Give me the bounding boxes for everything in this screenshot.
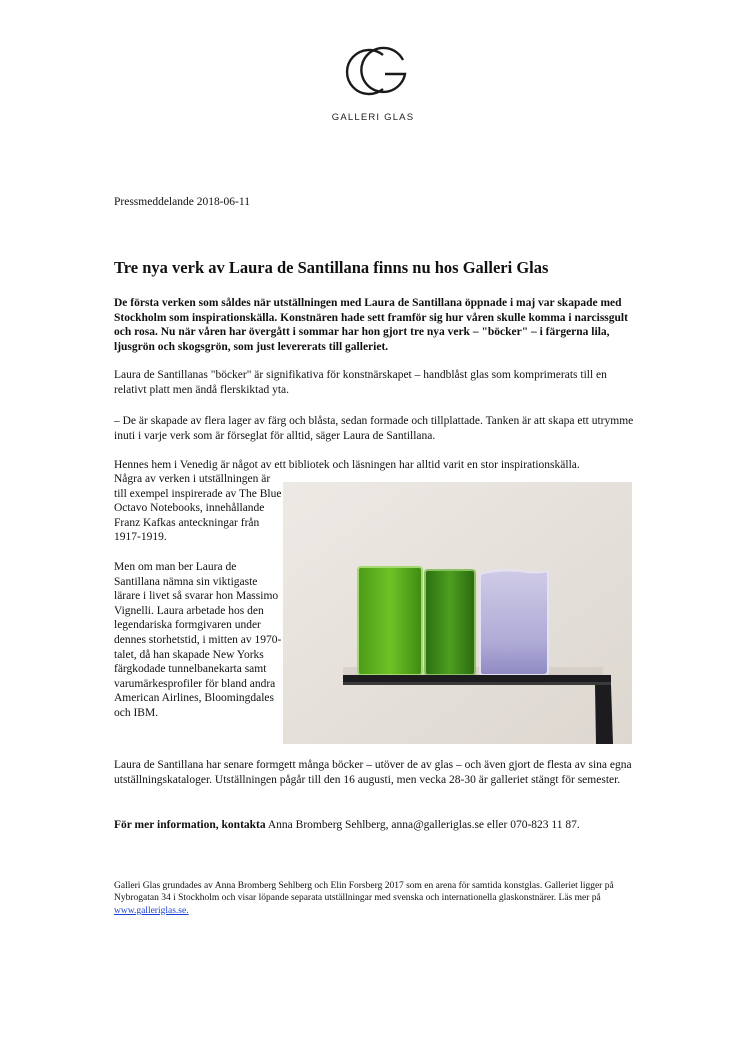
paragraph-kafka: Några av verken i utställningen är till exempel inspirerade av The Blue Octavo Notebooks, innehållande Franz Kafkas anteckningar från 1917-1919. (114, 473, 282, 544)
stand-edge (343, 682, 611, 685)
website-link[interactable]: www.galleriglas.se. (114, 905, 189, 916)
contact-line (114, 818, 644, 833)
footer-text: Galleri Glas grundades av Anna Bromberg Sehlberg och Elin Forsberg 2017 som en arena för samtida konstglas. Galleriet ligger på Nybrogatan 34 i Stockholm och visar löpande separata utställningar med svenska och internationella glaskonstnärer. Läs mer på (114, 881, 614, 904)
logo (0, 40, 746, 123)
footer-about (114, 880, 644, 917)
paragraph-vignelli: Men om man ber Laura de Santillana nämna sin viktigaste lärare i livet så svarar hon Massimo Vignelli. Laura arbetade hos den legendariska formgivaren under dennes storhetstid, i mitten av 1970-talet, då han skapade New Yorks färgkodade tunnelbanekarta samt varumärkesprofiler för bland andra American Airlines, Bloomingdales och IBM. (114, 561, 282, 719)
contact-details: Anna Bromberg Sehlberg, anna@galleriglas.se eller 070-823 11 87. (265, 819, 580, 831)
paragraph-books: Laura de Santillanas "böcker" är signifikativa för konstnärskapet – handblåst glas som komprimerats till en relativt platt men ändå flerskiktad yta. (114, 369, 607, 396)
press-release-date: Pressmeddelande 2018-06-11 (114, 196, 250, 208)
gg-monogram-icon (335, 40, 411, 104)
glass-book-light-green (358, 567, 422, 675)
paragraph-quote: – De är skapade av flera lager av färg och blåsta, sedan formade och tillplattade. Tanken är att skapa ett utrymme inuti i varje verk som är förseglat för alltid, säger Laura de Santillana. (114, 415, 634, 442)
glass-books-photo (283, 482, 632, 744)
logo-text: GALLERI GLAS (331, 112, 415, 123)
glass-book-dark-green (425, 570, 475, 675)
paragraph-venice: Hennes hem i Venedig är något av ett bibliotek och läsningen har alltid varit en stor inspirationskälla. (114, 459, 580, 471)
glass-book-lilac (480, 570, 548, 675)
headline: Tre nya verk av Laura de Santillana finns nu hos Galleri Glas (114, 258, 549, 277)
stand-leg (595, 685, 613, 744)
paragraph-catalogues: Laura de Santillana har senare formgett många böcker – utöver de av glas – och även gjort de flesta av sina egna utställningskataloger. Utställningen pågår till den 16 augusti, men vecka 28-30 är galleriet stängt för semester. (114, 759, 632, 786)
contact-label: För mer information, kontakta (114, 819, 266, 831)
lead-paragraph: De första verken som såldes när utställningen med Laura de Santillana öppnade i maj var skapade med Stockholm som inspirationskälla. Konstnären hade sett framför sig hur våren skulle komma i narcissgult och rosa. Nu när våren har övergått i sommar har hon gjort tre nya verk – "böcker" – i färgerna lila, ljusgrön och skogsgrön, som just levererats till galleriet. (114, 297, 628, 353)
